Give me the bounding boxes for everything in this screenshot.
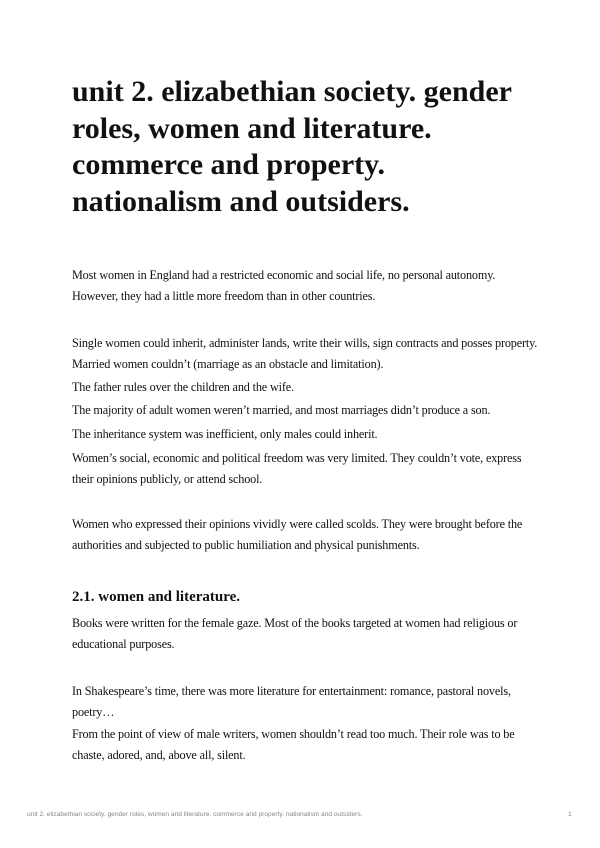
page-title: unit 2. elizabethian society. gender roles, women and literature. commerce and property. nationalism and outsiders. [72,75,512,218]
paragraph: Most women in England had a restricted economic and social life, no personal autonomy. However, they had a little more freedom than in other countries. [72,268,496,303]
paragraph: Women’s social, economic and political freedom was very limited. They couldn’t vote, express their opinions publicly, or attend school. [72,451,522,486]
paragraph: Women who expressed their opinions vividly were called scolds. They were brought before the authorities and subjected to public humiliation and physical punishments. [72,517,523,552]
paragraph: In Shakespeare’s time, there was more literature for entertainment: romance, pastoral novels, poetry… [72,684,511,719]
section-heading: 2.1. women and literature. [72,589,241,605]
paragraph: Single women could inherit, administer lands, write their wills, sign contracts and posses property. Married women couldn’t (marriage as an obstacle and limitation). [72,336,538,371]
page-footer: unit 2. elizabethian society. gender roles, women and literature. commerce and property. nationalism and outsiders. [27,811,363,818]
paragraph: The majority of adult women weren’t married, and most marriages didn’t produce a son. [72,403,491,417]
paragraph: The inheritance system was inefficient, only males could inherit. [72,427,378,441]
page-number: 1 [568,811,572,818]
paragraph: Books were written for the female gaze. Most of the books targeted at women had religious or educational purposes. [72,616,518,651]
paragraph: The father rules over the children and the wife. [72,380,294,394]
paragraph: From the point of view of male writers, women shouldn’t read too much. Their role was to be chaste, adored, and, above all, silent. [72,727,515,762]
